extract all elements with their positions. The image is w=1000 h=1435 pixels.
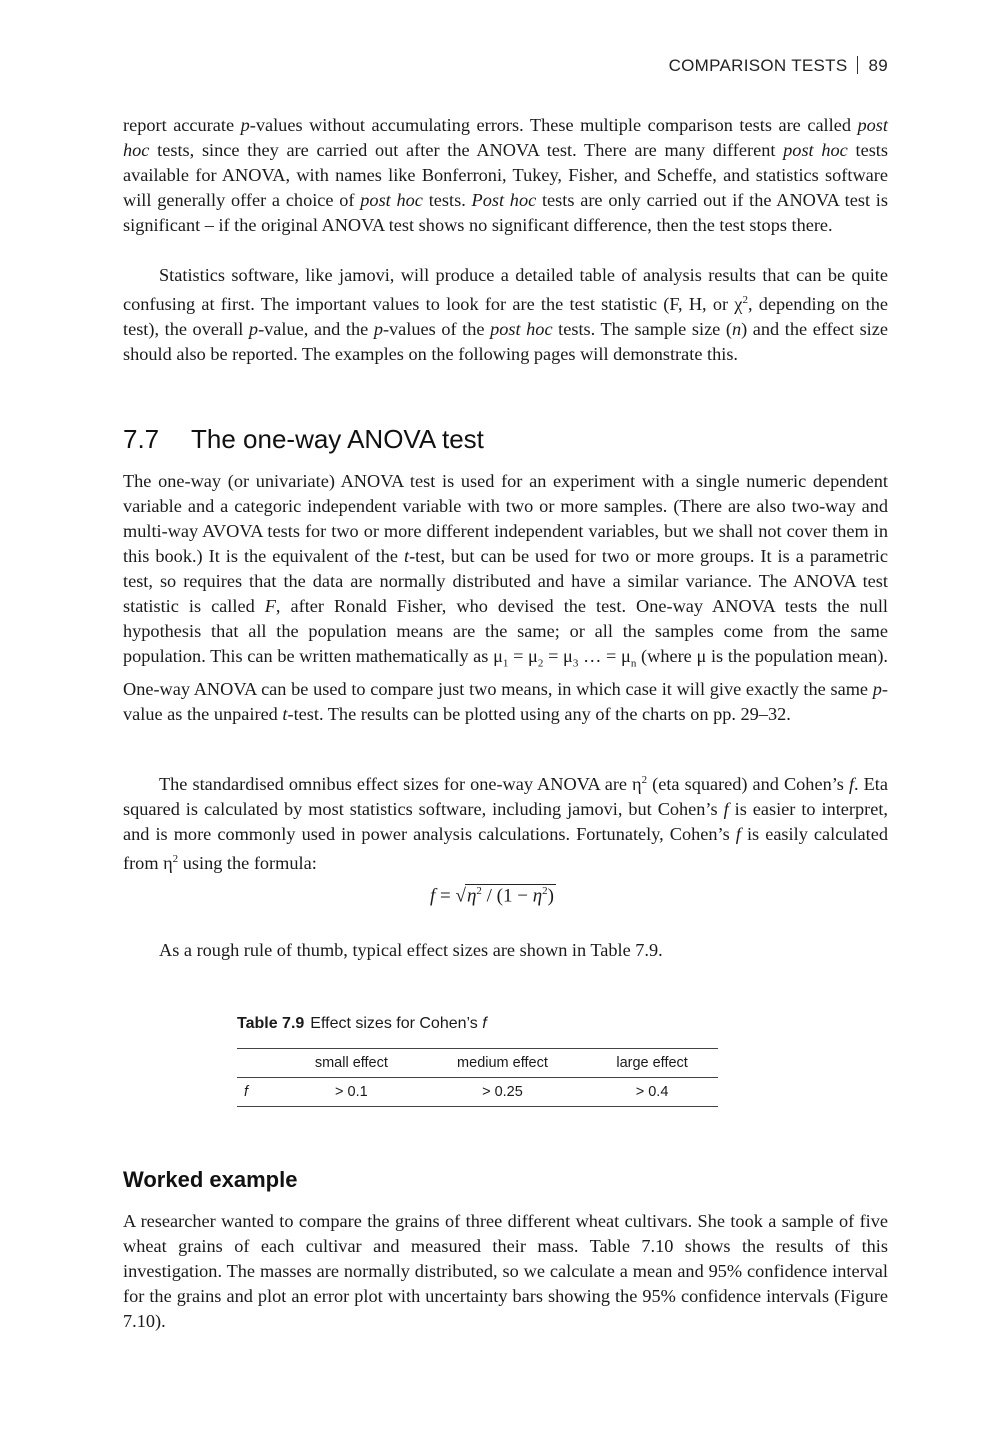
table-cell: > 0.4 (635, 1084, 669, 1100)
text: Statistics software, like jamovi, will produce a detailed table of analysis results that can be quite confusing at first. The important values to look for are the test statistic (F, H, or χ (123, 265, 888, 315)
text-italic: f (735, 824, 741, 845)
text-italic: p (240, 115, 250, 135)
formula-eta: η (532, 885, 543, 907)
running-head-section: COMPARISON TESTS (668, 56, 848, 75)
page-number: 89 (868, 56, 888, 75)
table-caption-text: Effect sizes for Cohen’s (310, 1015, 483, 1032)
table-header-row (237, 1049, 718, 1078)
text-italic: Post hoc (471, 190, 537, 210)
text: , depending on the test), the overall (123, 294, 888, 340)
text: (eta squared) and Cohen’s (647, 774, 849, 795)
superscript: 2 (476, 885, 482, 897)
text: The one-way (or univariate) ANOVA test is used for an experiment with a single numeric dependent variable and a categoric independent variable with two or more samples. (There are also two-way and multi-way AVOVA tests for two or more different independent variables, but we shall not cover them in this book.) It is the equivalent of the (123, 471, 888, 566)
text: ) and the effect size should also be reported. The examples on the following pages will demonstrate this. (123, 319, 888, 365)
text: . Eta squared is calculated by most statistics software, including jamovi, but Cohen’s (123, 774, 888, 820)
running-head-divider (857, 56, 858, 74)
text: report accurate (123, 115, 241, 135)
text: tests. The sample size ( (552, 319, 732, 340)
text-italic: n (731, 319, 742, 340)
text-italic: post hoc (123, 115, 888, 160)
text: -test, but can be used for two or more groups. It is a parametric test, so requires that the data are normally distributed and have a similar variance. The ANOVA test statistic is called (123, 546, 888, 616)
effect-sizes-table (237, 1048, 718, 1107)
formula-radicand (465, 884, 556, 907)
text-italic: f (723, 799, 729, 820)
paragraph-statistics-software (123, 263, 888, 367)
text-italic: post hoc (783, 140, 848, 160)
section-heading (123, 424, 484, 455)
worked-example-heading: Worked example (123, 1167, 298, 1192)
table-row-label: f (244, 1084, 249, 1100)
formula-equals-root: = √ (435, 885, 466, 907)
paragraph-post-hoc (123, 113, 888, 238)
paragraph-rule-of-thumb: As a rough rule of thumb, typical effect sizes are shown in Table 7.9. (159, 940, 663, 960)
text: is easier to interpret, and is more commonly used in power analysis calculations. Fortunately, Cohen’s (123, 799, 888, 845)
text-italic: f (848, 774, 855, 795)
table-header: small effect (314, 1055, 388, 1071)
cohens-f-formula (430, 884, 556, 907)
text: is easily calculated from η (123, 824, 888, 874)
text: = μ (543, 646, 573, 666)
formula-text: / (1 − (481, 885, 533, 907)
subscript: n (630, 657, 637, 670)
text-italic: p (373, 319, 383, 340)
table-header: medium effect (457, 1055, 548, 1071)
text: -values without accumulating errors. These multiple comparison tests are called (249, 115, 858, 135)
text-italic: t (403, 546, 410, 566)
text: -value as the unpaired (123, 678, 888, 724)
running-head (669, 56, 888, 76)
paragraph-one-way-anova (123, 469, 888, 727)
superscript: 2 (641, 774, 648, 786)
text: -test. The results can be plotted using any of the charts on pp. 29–32. (287, 703, 791, 724)
paragraph-effect-sizes (123, 768, 888, 876)
subscript: 2 (537, 657, 544, 670)
table-row (237, 1078, 718, 1107)
text: The standardised omnibus effect sizes for one-way ANOVA are η (159, 774, 642, 795)
table-cell: > 0.25 (482, 1084, 523, 1100)
subscript: 1 (502, 657, 509, 670)
table-caption (237, 1015, 487, 1033)
formula-lhs: f (430, 885, 436, 907)
text: … = μ (578, 646, 631, 666)
table-header (237, 1049, 284, 1078)
text-italic: p (872, 678, 882, 699)
table-caption-var: f (482, 1015, 487, 1032)
table-header: large effect (616, 1055, 688, 1071)
text: tests available for ANOVA, with names like Bonferroni, Tukey, Fisher, and Scheffe, and statistics software will generally offer a choice of (123, 140, 888, 210)
table-label: Table 7.9 (237, 1015, 305, 1032)
text: , after Ronald Fisher, who devised the test. One-way ANOVA tests the null hypothesis that all the population means are the same; or all the samples come from the same population. This can be written mathematically as μ (123, 596, 888, 666)
superscript: 2 (742, 294, 748, 306)
text: = μ (508, 646, 538, 666)
paragraph-worked-example: A researcher wanted to compare the grains of three different wheat cultivars. She took a sample of five wheat grains of each cultivar and measured their mass. Table 7.10 shows the results of this investigation. The masses are normally distributed, so we calculate a mean and 95% confidence interval for the grains and plot an error plot with uncertainty bars showing the 95% confidence intervals (Figure 7.10). (123, 1211, 888, 1331)
text: -value, and the (258, 319, 374, 340)
text: tests are only carried out if the ANOVA test is significant – if the original ANOVA test shows no significant difference, then the test stops there. (123, 190, 888, 235)
section-title: The one-way ANOVA test (191, 424, 484, 454)
text: using the formula: (178, 853, 317, 874)
text-italic: F (264, 596, 276, 616)
subscript: 3 (572, 657, 579, 670)
text: tests. (422, 190, 472, 210)
text-italic: post hoc (360, 190, 423, 210)
text: (where μ is the population mean). One-way ANOVA can be used to compare just two means, in which case it will give exactly the same (123, 646, 888, 699)
text-italic: t (282, 703, 288, 724)
table-cell: > 0.1 (335, 1084, 368, 1100)
formula-eta: η (466, 885, 477, 907)
section-number: 7.7 (123, 424, 160, 454)
text: -values of the (382, 319, 491, 340)
text-italic: p (248, 319, 259, 340)
text: tests, since they are carried out after the ANOVA test. There are many different (149, 140, 784, 160)
superscript: 2 (172, 853, 179, 866)
formula-text: ) (547, 885, 554, 907)
text-italic: post hoc (490, 319, 553, 340)
superscript: 2 (542, 885, 548, 897)
